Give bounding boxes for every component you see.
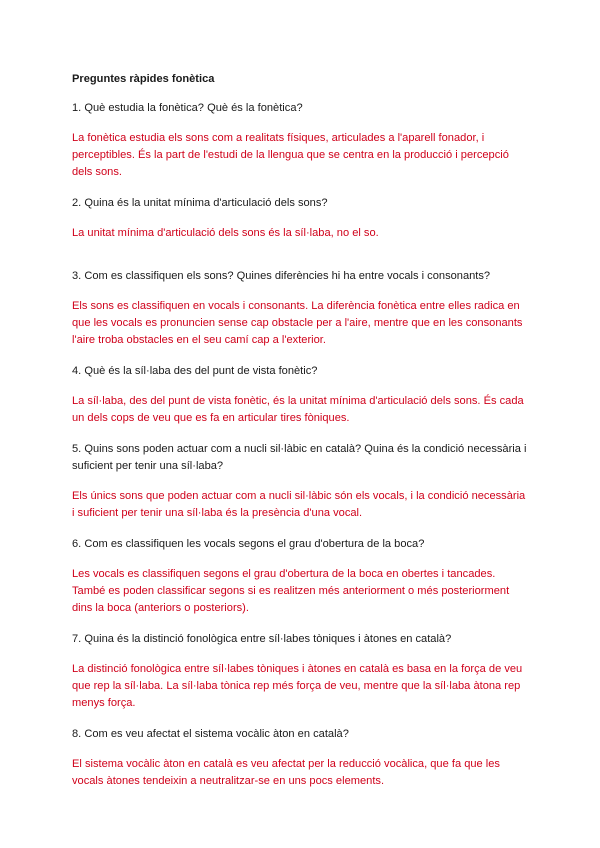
- question-2: 2. Quina és la unitat mínima d'articulació dels sons?: [72, 197, 328, 209]
- answer-4: La síl·laba, des del punt de vista fonètic, és la unitat mínima d'articulació dels sons. És cada un dels cops de veu que es fa en articular tires fòniques.: [72, 395, 524, 424]
- answer-1: La fonètica estudia els sons com a realitats físiques, articulades a l'aparell fonador, i perceptibles. És la part de l'estudi de la llengua que se centra en la producció i percepció dels sons.: [72, 132, 509, 178]
- answer-3: Els sons es classifiquen en vocals i consonants. La diferència fonètica entre elles radica en que les vocals es pronuncien sense cap obstacle per a l'aire, mentre que en les consonants l'aire troba obstacles en el seu camí cap a l'exterior.: [72, 300, 523, 346]
- question-3: 3. Com es classifiquen els sons? Quines diferències hi ha entre vocals i consonants?: [72, 270, 491, 282]
- question-5: 5. Quins sons poden actuar com a nucli sil·làbic en català? Quina és la condició necessària i suficient per tenir una síl·laba?: [72, 443, 527, 472]
- answer-5: Els únics sons que poden actuar com a nucli sil·làbic són els vocals, i la condició necessària i suficient per tenir una síl·laba és la presència d'una vocal.: [72, 490, 526, 519]
- answer-7: La distinció fonològica entre síl·labes tòniques i àtones en català es basa en la força de veu que rep la síl·laba. La síl·laba tònica rep més força de veu, mentre que la síl·laba àtona rep menys força.: [72, 663, 523, 709]
- document-title: Preguntes ràpides fonètica: [72, 73, 215, 85]
- answer-2: La unitat mínima d'articulació dels sons és la síl·laba, no el so.: [72, 227, 379, 239]
- question-4: 4. Què és la síl·laba des del punt de vista fonètic?: [72, 365, 318, 377]
- answer-8: El sistema vocàlic àton en català es veu afectat per la reducció vocàlica, que fa que les vocals àtones tendeixin a neutralitzar-se en uns pocs elements.: [72, 758, 500, 787]
- question-8: 8. Com es veu afectat el sistema vocàlic àton en català?: [72, 728, 349, 740]
- answer-6: Les vocals es classifiquen segons el grau d'obertura de la boca en obertes i tancades. També es poden classificar segons si es realitzen més anteriorment o més posteriorment dins la boca (anteriors o posteriors).: [72, 568, 510, 614]
- question-6: 6. Com es classifiquen les vocals segons el grau d'obertura de la boca?: [72, 538, 425, 550]
- document-body: [72, 71, 530, 790]
- question-7: 7. Quina és la distinció fonològica entre síl·labes tòniques i àtones en català?: [72, 633, 452, 645]
- question-1: 1. Què estudia la fonètica? Què és la fonètica?: [72, 102, 303, 114]
